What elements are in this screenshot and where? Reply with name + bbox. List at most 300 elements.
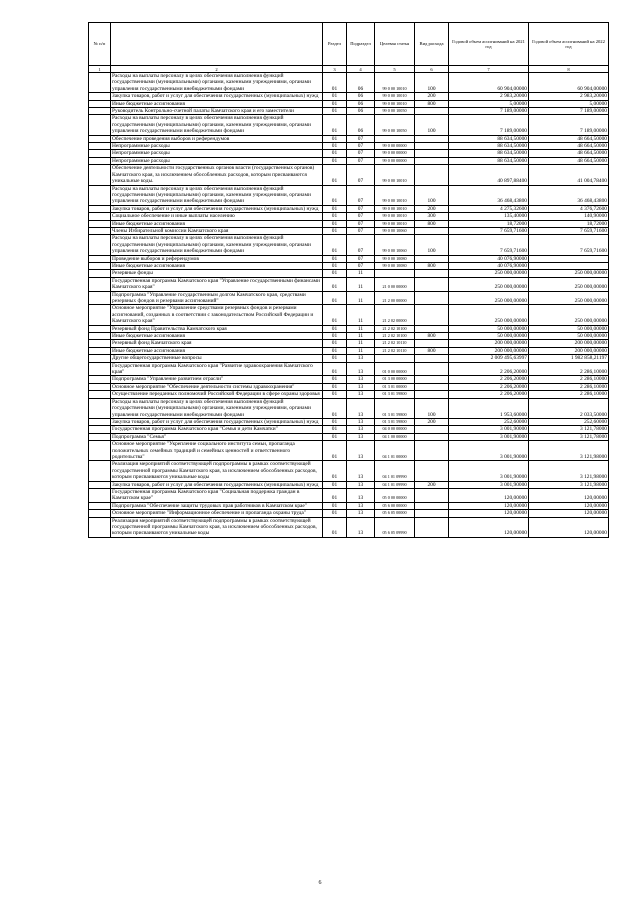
row-vid-cell: 800 xyxy=(415,347,449,354)
row-name-cell: Резервный фонд Правительства Камчатского края xyxy=(111,325,323,332)
row-vid-cell xyxy=(415,291,449,305)
row-razdel-cell: 01 xyxy=(323,100,347,107)
row-target-cell: 01 3 00 00000 xyxy=(375,376,415,383)
row-name-cell: Государственная программа Камчатского края "Развитие здравоохранения Камчатского края" xyxy=(111,362,323,376)
row-podrazdel-cell: 13 xyxy=(347,441,375,461)
row-num-cell xyxy=(89,291,111,305)
row-razdel-cell: 01 xyxy=(323,108,347,115)
row-podrazdel-cell: 13 xyxy=(347,391,375,398)
row-vid-cell xyxy=(415,270,449,277)
row-2021-cell: 2 009 495,63997 xyxy=(449,355,529,362)
row-target-cell: 04 1 01 00000 xyxy=(375,441,415,461)
row-num-cell xyxy=(89,185,111,205)
row-podrazdel-cell: 07 xyxy=(347,220,375,227)
row-2022-cell: 3 121,78000 xyxy=(529,433,609,440)
table-row xyxy=(89,333,609,340)
row-name-cell: Проведение выборов и референдумов xyxy=(111,255,323,262)
row-target-cell xyxy=(375,270,415,277)
row-razdel-cell: 01 xyxy=(323,418,347,425)
row-vid-cell: 100 xyxy=(415,185,449,205)
table-row xyxy=(89,262,609,269)
row-2021-cell: 135,40000 xyxy=(449,213,529,220)
row-vid-cell xyxy=(415,143,449,150)
row-razdel-cell: 01 xyxy=(323,398,347,418)
row-target-cell: 21 2 02 10110 xyxy=(375,347,415,354)
row-vid-cell xyxy=(415,355,449,362)
row-2021-cell: 36 468,43800 xyxy=(449,185,529,205)
row-podrazdel-cell: 07 xyxy=(347,255,375,262)
row-2022-cell: 140,90000 xyxy=(529,213,609,220)
row-podrazdel-cell: 07 xyxy=(347,135,375,142)
row-target-cell: 05 0 00 00000 xyxy=(375,488,415,502)
row-vid-cell xyxy=(415,108,449,115)
row-razdel-cell: 01 xyxy=(323,291,347,305)
table-row xyxy=(89,340,609,347)
row-target-cell: 99 0 00 10080 xyxy=(375,262,415,269)
row-target-cell: 01 3 01 00000 xyxy=(375,383,415,390)
row-2021-cell: 40 897,88400 xyxy=(449,165,529,185)
row-target-cell: 99 0 00 10080 xyxy=(375,255,415,262)
row-podrazdel-cell: 13 xyxy=(347,398,375,418)
row-razdel-cell: 01 xyxy=(323,255,347,262)
row-target-cell: 21 2 00 00000 xyxy=(375,291,415,305)
row-2022-cell: 252,60000 xyxy=(529,418,609,425)
row-2022-cell: 2 983,20000 xyxy=(529,93,609,100)
table-row xyxy=(89,325,609,332)
row-podrazdel-cell: 07 xyxy=(347,150,375,157)
row-podrazdel-cell: 07 xyxy=(347,262,375,269)
table-row xyxy=(89,376,609,383)
row-2021-cell: 50 000,00000 xyxy=(449,325,529,332)
row-podrazdel-cell: 13 xyxy=(347,502,375,509)
row-name-cell: Руководитель Контрольно-счетной палаты Камчатского края и его заместители xyxy=(111,108,323,115)
row-name-cell: Государственная программа Камчатского края "Управление государственными финансами Камчатского края" xyxy=(111,277,323,291)
row-2022-cell: 200 000,00000 xyxy=(529,340,609,347)
row-podrazdel-cell: 13 xyxy=(347,481,375,488)
row-podrazdel-cell: 13 xyxy=(347,376,375,383)
row-num-cell xyxy=(89,383,111,390)
row-name-cell: Расходы на выплаты персоналу в целях обеспечения выполнения функций государственными (муниципальными) органами, казенными учреждениями, органами управления государственными внебюджетными фондами xyxy=(111,398,323,418)
row-2021-cell: 1 953,60000 xyxy=(449,398,529,418)
row-num-cell xyxy=(89,305,111,325)
row-name-cell: Члены Избирательной комиссии Камчатского края xyxy=(111,227,323,234)
row-2022-cell: 120,00000 xyxy=(529,502,609,509)
table-row xyxy=(89,502,609,509)
table-row xyxy=(89,277,609,291)
row-razdel-cell: 01 xyxy=(323,305,347,325)
table-row xyxy=(89,433,609,440)
row-name-cell: Иные бюджетные ассигнования xyxy=(111,100,323,107)
row-2022-cell: 2 286,10000 xyxy=(529,391,609,398)
row-2021-cell: 3 001,90000 xyxy=(449,433,529,440)
header-podrazdel: Подраздел xyxy=(347,23,375,66)
row-2022-cell: 3 121,98000 xyxy=(529,441,609,461)
row-2021-cell: 250 000,00000 xyxy=(449,305,529,325)
row-2022-cell: 41 004,78400 xyxy=(529,165,609,185)
row-razdel-cell: 01 xyxy=(323,461,347,481)
row-num-cell xyxy=(89,517,111,537)
row-razdel-cell: 01 xyxy=(323,325,347,332)
row-name-cell: Иные бюджетные ассигнования xyxy=(111,262,323,269)
row-podrazdel-cell: 13 xyxy=(347,362,375,376)
row-razdel-cell: 01 xyxy=(323,277,347,291)
row-2022-cell: 7 659,71600 xyxy=(529,227,609,234)
row-2022-cell: 120,00000 xyxy=(529,510,609,517)
row-podrazdel-cell: 07 xyxy=(347,185,375,205)
table-row xyxy=(89,165,609,185)
row-razdel-cell: 01 xyxy=(323,270,347,277)
row-vid-cell xyxy=(415,502,449,509)
row-razdel-cell: 01 xyxy=(323,205,347,212)
row-name-cell: Иные бюджетные ассигнования xyxy=(111,333,323,340)
row-name-cell: Расходы на выплаты персоналу в целях обеспечения выполнения функций государственными (муниципальными) органами, казенными учреждениями, органами управления государственными внебюджетными фондами xyxy=(111,73,323,93)
row-num-cell xyxy=(89,73,111,93)
row-target-cell: 99 0 00 10050 xyxy=(375,115,415,135)
row-target-cell: 99 0 00 10010 xyxy=(375,73,415,93)
row-target-cell: 05 6 05 00000 xyxy=(375,510,415,517)
row-name-cell: Иные бюджетные ассигнования xyxy=(111,347,323,354)
row-name-cell: Подпрограмма "Управление развитием отрасли" xyxy=(111,376,323,383)
row-num-cell xyxy=(89,135,111,142)
row-podrazdel-cell: 06 xyxy=(347,93,375,100)
row-2021-cell: 2 206,20000 xyxy=(449,362,529,376)
row-2022-cell xyxy=(529,262,609,269)
row-name-cell: Осуществление переданных полномочий Российской Федерации в сфере охраны здоровья xyxy=(111,391,323,398)
table-row xyxy=(89,73,609,93)
row-num-cell xyxy=(89,270,111,277)
row-target-cell: 99 0 00 10010 xyxy=(375,185,415,205)
row-vid-cell: 800 xyxy=(415,333,449,340)
row-vid-cell: 800 xyxy=(415,100,449,107)
row-razdel-cell: 01 xyxy=(323,517,347,537)
row-num-cell xyxy=(89,235,111,255)
row-razdel-cell: 01 xyxy=(323,150,347,157)
row-razdel-cell: 01 xyxy=(323,510,347,517)
row-target-cell: 99 0 00 10050 xyxy=(375,108,415,115)
row-num-cell xyxy=(89,398,111,418)
row-razdel-cell: 01 xyxy=(323,433,347,440)
column-number: 4 xyxy=(347,66,375,73)
row-target-cell: 04 1 01 09990 xyxy=(375,461,415,481)
row-podrazdel-cell: 06 xyxy=(347,73,375,93)
row-podrazdel-cell: 13 xyxy=(347,383,375,390)
row-target-cell: 04 1 00 00000 xyxy=(375,433,415,440)
row-vid-cell xyxy=(415,255,449,262)
row-podrazdel-cell: 07 xyxy=(347,205,375,212)
row-razdel-cell: 01 xyxy=(323,235,347,255)
row-2021-cell: 60 904,00000 xyxy=(449,73,529,93)
row-razdel-cell: 01 xyxy=(323,340,347,347)
row-name-cell: Резервный фонд Камчатского края xyxy=(111,340,323,347)
row-target-cell: 21 0 00 00000 xyxy=(375,277,415,291)
table-row xyxy=(89,150,609,157)
row-vid-cell: 100 xyxy=(415,73,449,93)
row-num-cell xyxy=(89,488,111,502)
table-row xyxy=(89,461,609,481)
row-podrazdel-cell: 07 xyxy=(347,235,375,255)
table-row xyxy=(89,488,609,502)
row-2022-cell: 2 286,10000 xyxy=(529,383,609,390)
table-row xyxy=(89,135,609,142)
row-podrazdel-cell: 07 xyxy=(347,213,375,220)
row-2021-cell: 88 634,50000 xyxy=(449,135,529,142)
row-2022-cell: 120,00000 xyxy=(529,488,609,502)
row-2021-cell: 250 000,00000 xyxy=(449,291,529,305)
row-name-cell: Обеспечение проведения выборов и референдумов xyxy=(111,135,323,142)
row-name-cell: Другие общегосударственные вопросы xyxy=(111,355,323,362)
row-num-cell xyxy=(89,143,111,150)
row-target-cell: 99 0 00 10010 xyxy=(375,165,415,185)
row-vid-cell xyxy=(415,135,449,142)
row-vid-cell xyxy=(415,433,449,440)
row-2021-cell: 200 000,00000 xyxy=(449,340,529,347)
table-row xyxy=(89,205,609,212)
row-name-cell: Непрограммные расходы xyxy=(111,157,323,164)
row-name-cell: Закупка товаров, работ и услуг для обеспечения государственных (муниципальных) нужд xyxy=(111,93,323,100)
row-name-cell: Закупка товаров, работ и услуг для обеспечения государственных (муниципальных) нужд xyxy=(111,205,323,212)
row-num-cell xyxy=(89,220,111,227)
row-target-cell: 99 0 00 10060 xyxy=(375,227,415,234)
row-2022-cell xyxy=(529,255,609,262)
row-razdel-cell: 01 xyxy=(323,488,347,502)
row-num-cell xyxy=(89,165,111,185)
row-2021-cell: 120,00000 xyxy=(449,510,529,517)
row-razdel-cell: 01 xyxy=(323,502,347,509)
table-row xyxy=(89,220,609,227)
row-razdel-cell: 01 xyxy=(323,262,347,269)
row-podrazdel-cell: 13 xyxy=(347,433,375,440)
header-vid: Вид расхода xyxy=(415,23,449,66)
row-2021-cell: 7 189,00000 xyxy=(449,108,529,115)
row-razdel-cell: 01 xyxy=(323,135,347,142)
row-name-cell: Подпрограмма "Управление государственным долгом Камчатского края, средствами резервных фондов и резервами ассигнований" xyxy=(111,291,323,305)
row-vid-cell xyxy=(415,517,449,537)
budget-table xyxy=(88,22,609,538)
table-body xyxy=(89,73,609,538)
row-name-cell: Непрограммные расходы xyxy=(111,150,323,157)
row-razdel-cell: 01 xyxy=(323,115,347,135)
column-number: 6 xyxy=(415,66,449,73)
row-num-cell xyxy=(89,418,111,425)
row-target-cell: 99 0 00 10010 xyxy=(375,220,415,227)
column-number: 7 xyxy=(449,66,529,73)
row-podrazdel-cell: 07 xyxy=(347,143,375,150)
row-2022-cell: 3 121,98000 xyxy=(529,461,609,481)
header-2021: Годовой объем ассигнований на 2021 год xyxy=(449,23,529,66)
row-vid-cell: 300 xyxy=(415,213,449,220)
row-razdel-cell: 01 xyxy=(323,165,347,185)
row-2022-cell: 4 376,72600 xyxy=(529,205,609,212)
row-vid-cell xyxy=(415,340,449,347)
row-2022-cell: 250 000,00000 xyxy=(529,291,609,305)
row-vid-cell xyxy=(415,277,449,291)
row-num-cell xyxy=(89,502,111,509)
table-row xyxy=(89,481,609,488)
row-name-cell: Основное мероприятие "Информационное обеспечение и пропаганда охраны труда" xyxy=(111,510,323,517)
header-target: Целевая статья xyxy=(375,23,415,66)
row-2021-cell: 2 206,20000 xyxy=(449,376,529,383)
row-num-cell xyxy=(89,433,111,440)
row-num-cell xyxy=(89,108,111,115)
table-row xyxy=(89,213,609,220)
row-2022-cell: 50 000,00000 xyxy=(529,325,609,332)
row-vid-cell xyxy=(415,488,449,502)
row-target-cell: 21 2 02 10110 xyxy=(375,340,415,347)
row-razdel-cell: 01 xyxy=(323,391,347,398)
row-target-cell: 05 6 00 00000 xyxy=(375,502,415,509)
row-2022-cell: 250 000,00000 xyxy=(529,277,609,291)
row-2021-cell: 250 000,00000 xyxy=(449,270,529,277)
row-target-cell: 04 1 01 09990 xyxy=(375,481,415,488)
row-2021-cell: 40 076,90000 xyxy=(449,255,529,262)
row-2022-cell: 200 000,00000 xyxy=(529,347,609,354)
row-name-cell: Основное мероприятие "Управление средствами резервных фондов и резервами ассигнований, созданных в соответствии с законодательством Российской Федерации и Камчатского края" xyxy=(111,305,323,325)
row-podrazdel-cell: 07 xyxy=(347,227,375,234)
table-row xyxy=(89,383,609,390)
row-num-cell xyxy=(89,376,111,383)
row-2021-cell: 88 634,50000 xyxy=(449,150,529,157)
row-vid-cell xyxy=(415,376,449,383)
row-razdel-cell: 01 xyxy=(323,213,347,220)
row-2021-cell: 252,60000 xyxy=(449,418,529,425)
row-podrazdel-cell: 07 xyxy=(347,165,375,185)
row-target-cell: 99 0 00 00000 xyxy=(375,157,415,164)
row-vid-cell: 200 xyxy=(415,93,449,100)
row-name-cell: Обеспечение деятельности государственных органов власти (государственных органов) Камчатского края, за исключением обособленных расходов, которым присваиваются уникальные коды. xyxy=(111,165,323,185)
row-num-cell xyxy=(89,347,111,354)
row-2021-cell: 2 206,20000 xyxy=(449,383,529,390)
row-2022-cell: 18,72000 xyxy=(529,220,609,227)
row-num-cell xyxy=(89,481,111,488)
row-2022-cell: 7 189,00000 xyxy=(529,115,609,135)
row-podrazdel-cell: 13 xyxy=(347,510,375,517)
row-2022-cell: 48 664,50000 xyxy=(529,157,609,164)
row-num-cell xyxy=(89,262,111,269)
row-razdel-cell: 01 xyxy=(323,481,347,488)
row-vid-cell xyxy=(415,150,449,157)
row-num-cell xyxy=(89,325,111,332)
row-name-cell: Расходы на выплаты персоналу в целях обеспечения выполнения функций государственными (муниципальными) органами, казенными учреждениями, органами управления государственными внебюджетными фондами xyxy=(111,235,323,255)
row-2022-cell: 48 664,50000 xyxy=(529,135,609,142)
row-2021-cell: 7 659,71600 xyxy=(449,235,529,255)
row-2021-cell: 3 001,90000 xyxy=(449,441,529,461)
row-podrazdel-cell: 06 xyxy=(347,108,375,115)
row-razdel-cell: 01 xyxy=(323,185,347,205)
row-podrazdel-cell: 11 xyxy=(347,340,375,347)
row-num-cell xyxy=(89,362,111,376)
row-num-cell xyxy=(89,510,111,517)
page-number: 6 xyxy=(318,880,322,886)
row-2022-cell: 48 664,50000 xyxy=(529,143,609,150)
row-vid-cell: 100 xyxy=(415,115,449,135)
row-podrazdel-cell: 11 xyxy=(347,291,375,305)
row-2022-cell: 250 000,00000 xyxy=(529,305,609,325)
column-number: 5 xyxy=(375,66,415,73)
row-target-cell: 01 3 01 59800 xyxy=(375,418,415,425)
table-row xyxy=(89,426,609,433)
row-target-cell: 21 2 02 10100 xyxy=(375,333,415,340)
table-row xyxy=(89,185,609,205)
row-num-cell xyxy=(89,93,111,100)
header-razdel: Раздел xyxy=(323,23,347,66)
row-name-cell: Реализация мероприятий соответствующей подпрограммы в рамках соответствующей государственной программы Камчатского края, за исключением обособленных расходов, которым присваиваются уникальные коды xyxy=(111,461,323,481)
row-razdel-cell: 01 xyxy=(323,355,347,362)
table-row xyxy=(89,355,609,362)
row-razdel-cell: 01 xyxy=(323,143,347,150)
row-vid-cell xyxy=(415,461,449,481)
row-podrazdel-cell: 07 xyxy=(347,157,375,164)
row-razdel-cell: 01 xyxy=(323,426,347,433)
row-num-cell xyxy=(89,150,111,157)
header-name xyxy=(111,23,323,66)
row-target-cell: 99 0 00 10010 xyxy=(375,100,415,107)
row-target-cell: 01 3 01 59800 xyxy=(375,398,415,418)
row-name-cell: Социальное обеспечение и иные выплаты населению xyxy=(111,213,323,220)
row-2022-cell: 7 189,00000 xyxy=(529,108,609,115)
row-target-cell: 21 2 02 00000 xyxy=(375,305,415,325)
row-target-cell: 99 0 00 00000 xyxy=(375,150,415,157)
row-2022-cell: 1 982 858,21197 xyxy=(529,355,609,362)
row-2021-cell: 3 001,90000 xyxy=(449,461,529,481)
row-2022-cell: 2 286,10000 xyxy=(529,376,609,383)
header-2022: Годовой объем ассигнований на 2022 год xyxy=(529,23,609,66)
row-podrazdel-cell: 11 xyxy=(347,325,375,332)
table-row xyxy=(89,157,609,164)
row-vid-cell: 800 xyxy=(415,220,449,227)
row-name-cell: Государственная программа Камчатского края "Семья и дети Камчатки" xyxy=(111,426,323,433)
row-vid-cell xyxy=(415,426,449,433)
row-vid-cell xyxy=(415,441,449,461)
row-target-cell: 21 2 02 10100 xyxy=(375,325,415,332)
row-2021-cell: 2 206,20000 xyxy=(449,391,529,398)
row-target-cell: 05 6 05 09990 xyxy=(375,517,415,537)
row-name-cell: Иные бюджетные ассигнования xyxy=(111,220,323,227)
row-razdel-cell: 01 xyxy=(323,383,347,390)
column-number: 1 xyxy=(89,66,111,73)
row-2021-cell: 250 000,00000 xyxy=(449,277,529,291)
row-vid-cell xyxy=(415,165,449,185)
row-name-cell: Подпрограмма "Обеспечение защиты трудовых прав работников в Камчатском крае" xyxy=(111,502,323,509)
row-razdel-cell: 01 xyxy=(323,347,347,354)
column-number-row xyxy=(89,66,609,73)
column-number: 2 xyxy=(111,66,323,73)
row-podrazdel-cell: 13 xyxy=(347,461,375,481)
row-vid-cell: 100 xyxy=(415,235,449,255)
row-num-cell xyxy=(89,333,111,340)
row-num-cell xyxy=(89,227,111,234)
row-podrazdel-cell: 06 xyxy=(347,100,375,107)
row-razdel-cell: 01 xyxy=(323,441,347,461)
row-razdel-cell: 01 xyxy=(323,220,347,227)
row-name-cell: Непрограммные расходы xyxy=(111,143,323,150)
table-row xyxy=(89,305,609,325)
row-podrazdel-cell: 13 xyxy=(347,517,375,537)
row-num-cell xyxy=(89,277,111,291)
row-name-cell: Государственная программа Камчатского края "Социальная поддержка граждан в Камчатском крае" xyxy=(111,488,323,502)
column-number: 3 xyxy=(323,66,347,73)
row-num-cell xyxy=(89,100,111,107)
row-num-cell xyxy=(89,213,111,220)
header-num: № п/п xyxy=(89,23,111,66)
row-target-cell: 01 3 01 59800 xyxy=(375,391,415,398)
row-vid-cell: 200 xyxy=(415,205,449,212)
row-vid-cell xyxy=(415,362,449,376)
row-2021-cell: 2 983,20000 xyxy=(449,93,529,100)
row-target-cell xyxy=(375,135,415,142)
row-vid-cell xyxy=(415,325,449,332)
row-2022-cell: 36 468,43800 xyxy=(529,185,609,205)
row-razdel-cell: 01 xyxy=(323,376,347,383)
